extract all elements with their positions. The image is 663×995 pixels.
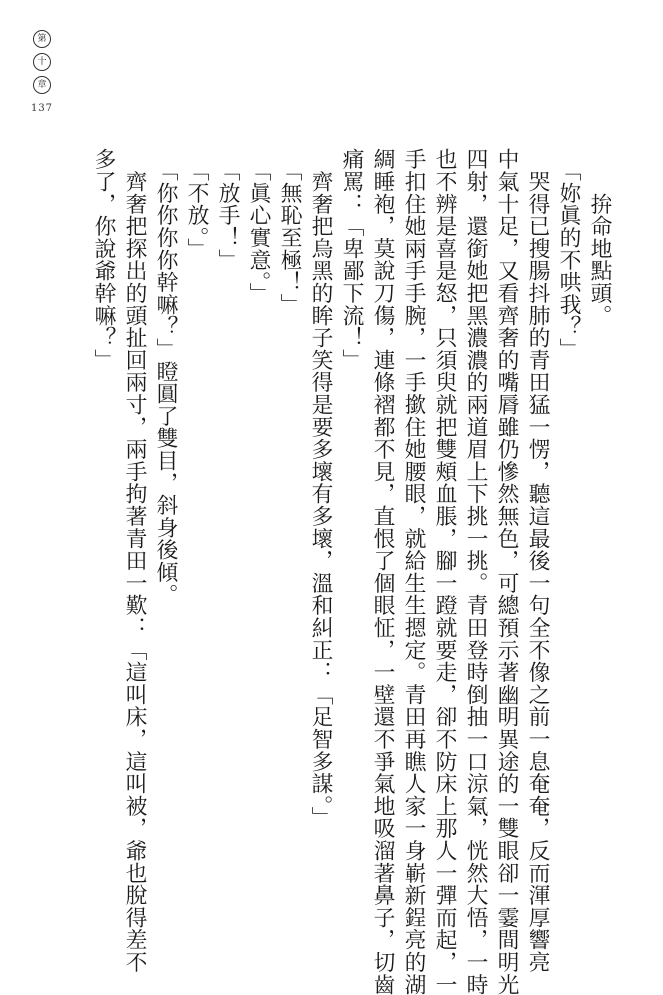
- chapter-marker: [30, 30, 54, 114]
- text-line: 「不放。」: [184, 148, 209, 260]
- chapter-char-zhang: 章: [33, 76, 51, 94]
- text-line: 四射，還銜她把黑濃濃的兩道眉上下挑一挑。青田登時倒抽一口涼氣，恍然大悟，一時: [463, 148, 488, 995]
- chapter-char-shi: 十: [33, 53, 51, 71]
- text-line: 「妳眞的不哄我？」: [556, 148, 581, 361]
- text-line: 拚命地點頭。: [587, 148, 612, 327]
- text-line: 齊奢把烏黑的眸子笑得是要多壞有多壞，溫和糾正：「足智多謀。」: [308, 148, 333, 829]
- text-line: 「你你你你幹嘛？」瞪圓了雙目，斜身後傾。: [153, 148, 178, 606]
- text-line: 手扣住她兩手手腕，一手撳住她腰眼，就給生生摁定。青田再瞧人家一身嶄新鋥亮的湖: [401, 148, 426, 995]
- chapter-char-di: 第: [33, 30, 51, 48]
- text-line: 綢睡袍，莫說刀傷，連條褶都不見，直恨了個眼怔，一壁還不爭氣地吸溜著鼻子，切齒: [370, 148, 395, 995]
- text-line: 多了，你說爺幹嘛？」: [91, 148, 116, 371]
- text-line: 「無恥至極！」: [277, 148, 302, 316]
- text-line: 也不辨是喜是怒，只須臾就把雙頰血脹，腳一蹬就要走，卻不防床上那人一彈而起，一: [432, 148, 457, 995]
- text-line: 痛罵：「卑鄙下流！」: [339, 148, 364, 371]
- text-line: 齊奢把探出的頭扯回兩寸，兩手拘著青田一歎：「這叫床，這叫被，爺也脫得差不: [122, 148, 147, 974]
- text-line: 「放手！」: [215, 148, 240, 271]
- vertical-text-body: [88, 148, 615, 995]
- text-line: 中氣十足，又看齊奢的嘴脣雖仍慘然無色，可總預示著幽明異途的一雙眼卻一霎間明光: [494, 148, 519, 995]
- text-line: 「眞心實意。」: [246, 148, 271, 305]
- page-number: 137: [30, 103, 54, 114]
- text-line: 哭得已搜腸抖肺的青田猛一愣，聽這最後一句全不像之前一息奄奄，反而渾厚響亮: [525, 148, 550, 974]
